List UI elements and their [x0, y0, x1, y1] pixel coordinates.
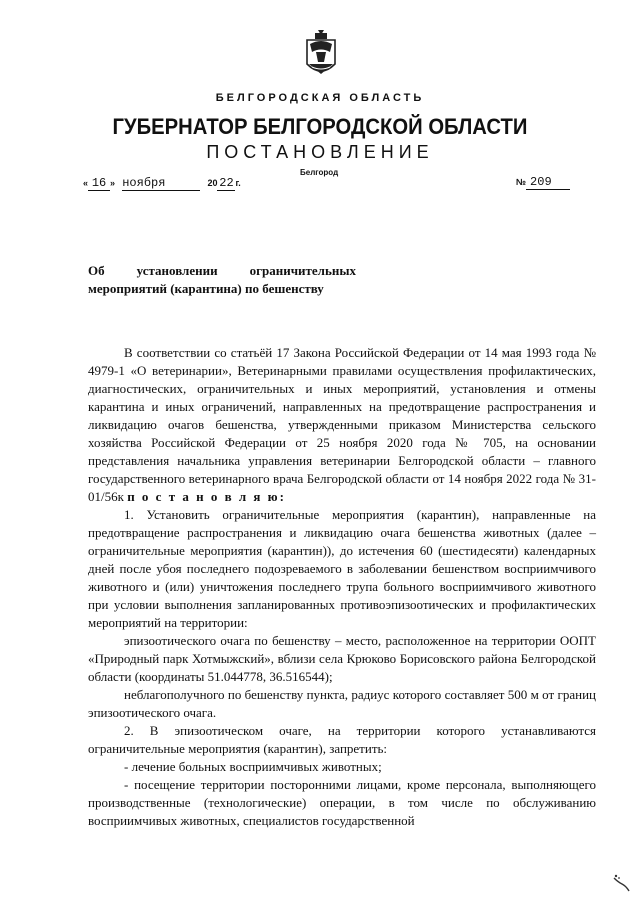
document-type: ПОСТАНОВЛЕНИЕ: [206, 142, 434, 162]
decree-word: п о с т а н о в л я ю:: [127, 489, 286, 504]
authority-title: ГУБЕРНАТОР БЕЛГОРОДСКОЙ ОБЛАСТИ: [112, 114, 528, 139]
paragraph-2: 2. В эпизоотическом очаге, на территории которого устанавливаются ограничительные мероприятия (карантин), запретить:: [88, 723, 596, 756]
document-subject: Об установлении ограничительных мероприятий (карантина) по бешенству: [88, 263, 356, 296]
coat-of-arms-emblem: [304, 28, 338, 80]
number-label: №: [516, 177, 527, 187]
document-body: [88, 344, 596, 830]
paragraph-2b: - посещение территории посторонними лицами, кроме персонала, выполняющего производственные (технологические) операции, в том числе по обслуживанию восприимчивых животных, специалистов государственной: [88, 777, 596, 828]
date-year-end: г.: [235, 178, 241, 188]
paragraph-1: 1. Установить ограничительные мероприятия (карантин), направленные на предотвращение распространения и ликвидацию очага бешенства животных (далее – ограничительные мероприятия (карантин)), до истечения 60 (шестидесяти) календарных дней после убоя последнего подозреваемого в заболевании бешенством восприимчивого животного и (или) уничтожения последнего трупа больного восприимчивого животного при условии выполнения запланированных противоэпизоотических и профилактических мероприятий на территории:: [88, 507, 596, 630]
intro-text: В соответствии со статьёй 17 Закона Российской Федерации от 14 мая 1993 года № 4979-1 «О ветеринарии», Ветеринарными правилами осуществления профилактических, диагностических, ограничительных и иных мероприятий, установления и отмены карантина и иных ограничений, направленных на предотвращение распространения и ликвидацию очагов бешенства, утвержденными приказом Министерства сельского хозяйства Российской Федерации от 25 ноября 2020 года № 705, на основании представления начальника управления ветеринарии Белгородской области – главного государственного ветеринарного врача Белгородской области от 14 ноября 2022 года № 31-01/56к: [88, 345, 596, 504]
date-open-quote: «: [83, 178, 89, 188]
paragraph-1b: неблагополучного по бешенству пункта, радиус которого составляет 500 м от границ эпизоотического очага.: [88, 687, 596, 720]
date-close-quote: »: [110, 178, 116, 188]
region-name: БЕЛГОРОДСКАЯ ОБЛАСТЬ: [215, 92, 425, 104]
intro-paragraph: [88, 344, 596, 506]
date-day: 16: [88, 176, 110, 191]
date-year-prefix: 20: [207, 178, 218, 188]
number-value: 209: [526, 175, 570, 190]
paragraph-1a: эпизоотического очага по бешенству – место, расположенное на территории ООПТ «Природный парк Хотмыжский», вблизи села Крюково Борисовского района Белгородской области (координаты 51.044778, 36.516544);: [88, 633, 596, 684]
paragraph-2a: - лечение больных восприимчивых животных;: [124, 759, 382, 774]
document-date: [83, 176, 241, 191]
city-name: Белгород: [300, 168, 339, 177]
date-month: ноября: [122, 176, 200, 191]
document-number: [516, 174, 570, 190]
date-year-suffix: 22: [219, 176, 234, 190]
page-corner-mark-icon: [610, 872, 632, 894]
